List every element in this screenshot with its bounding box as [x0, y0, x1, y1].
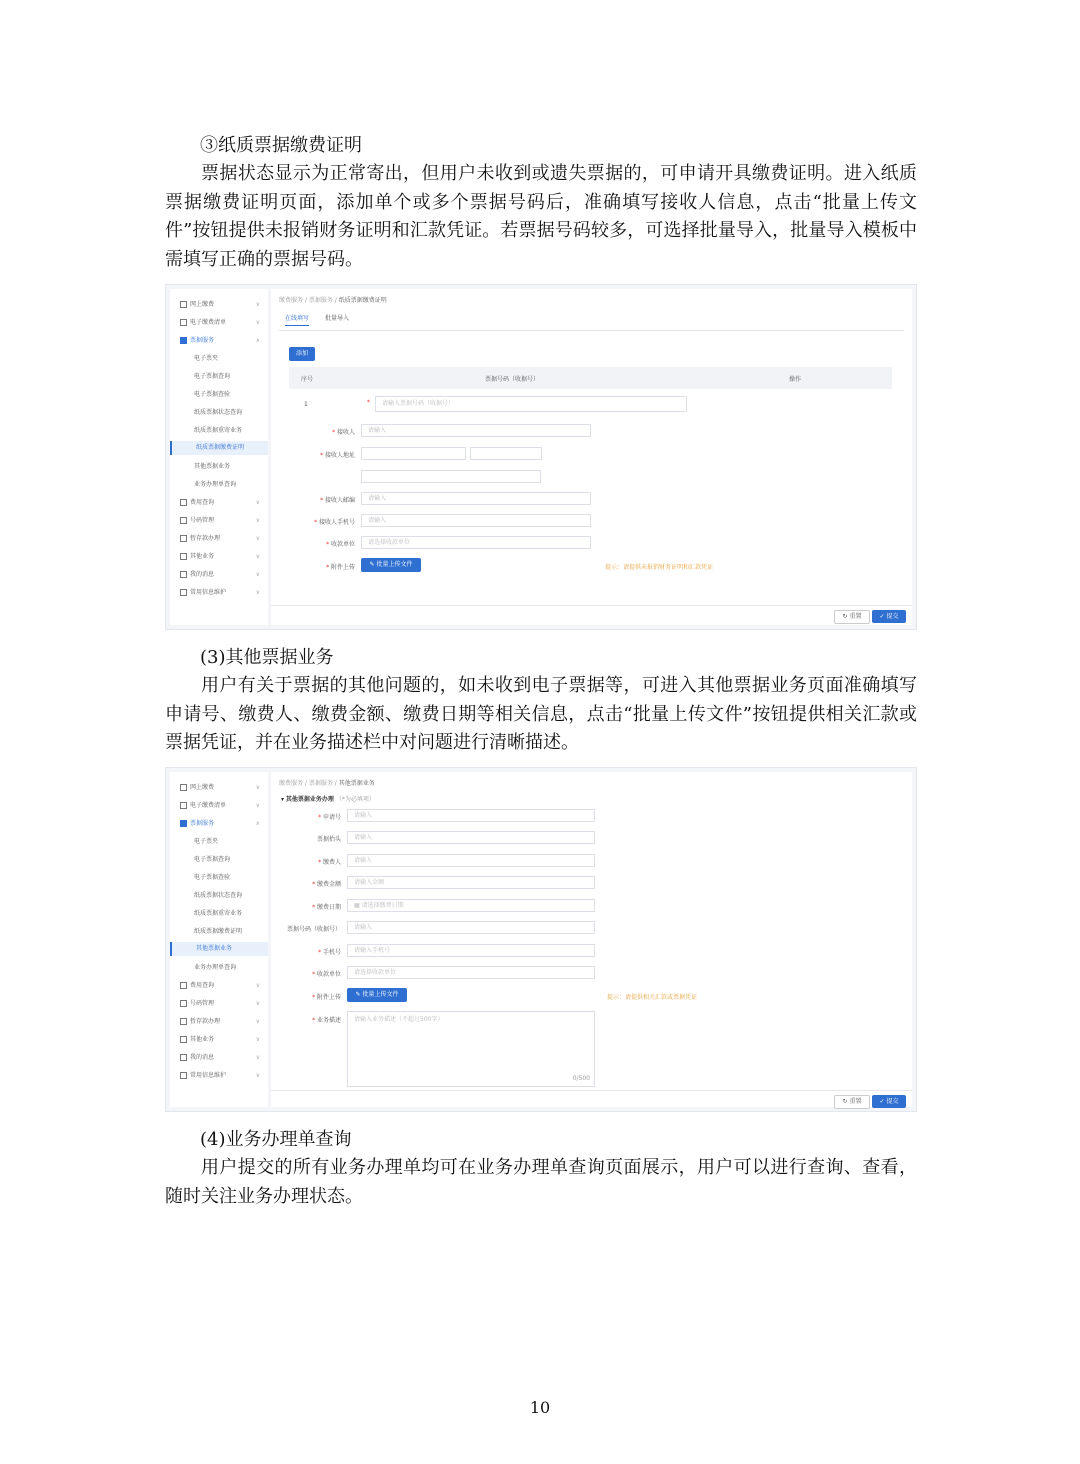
paragraph-order-query: 用户提交的所有业务办理单均可在业务办理单查询页面展示，用户可以进行查询、查看，随时关注业务办理状态。 — [165, 1157, 917, 1207]
search-icon — [180, 499, 187, 506]
reset-button[interactable]: ↻ 重置 — [834, 1095, 870, 1109]
chevron-down-icon: ∨ — [255, 1072, 260, 1079]
upload-tip: 提示：请提供相关汇款或票据凭证 — [607, 994, 698, 1001]
address-label: * 接收人地址 — [320, 452, 355, 459]
sidebar-item-order-query[interactable]: 业务办理单查询 — [194, 481, 237, 488]
attachment-label: * 附件上传 — [312, 994, 341, 1001]
sidebar-item-fee-query[interactable]: 费用查询 ∨ — [170, 979, 268, 993]
row-index: 1 — [304, 401, 308, 408]
sidebar-item-other-biz[interactable]: 其他业务 ∨ — [170, 550, 268, 564]
breadcrumb: 缴费服务 / 票据服务 / 其他票据业务 — [279, 780, 375, 787]
zipcode-label: * 接收人邮编 — [320, 497, 355, 504]
attachment-label: * 附件上传 — [326, 564, 355, 571]
payee-label: * 收款单位 — [326, 541, 355, 548]
chevron-down-icon: ∨ — [255, 553, 260, 560]
pay-date-input[interactable]: ▦ 请选择缴费日期 — [347, 899, 595, 912]
receiver-input[interactable]: 请输入 — [361, 424, 591, 437]
sidebar-item-messages[interactable]: 我的消息 ∨ — [170, 1051, 268, 1065]
sidebar-item-e-verify[interactable]: 电子票据查验 — [194, 391, 231, 398]
chevron-down-icon: ∨ — [255, 982, 260, 989]
deposit-icon — [180, 535, 187, 542]
sidebar-item-other-biz[interactable]: 其他业务 ∨ — [170, 1033, 268, 1047]
section-heading-other-bill: (3)其他票据业务 — [200, 647, 334, 668]
grid-icon — [180, 1036, 187, 1043]
screenshot-paper-proof — [165, 284, 917, 630]
batch-upload-button[interactable]: ✎ 批量上传文件 — [361, 558, 421, 572]
page-number: 10 — [529, 1398, 551, 1417]
batch-upload-button[interactable]: ✎ 批量上传文件 — [347, 988, 407, 1002]
sidebar-item-e-query[interactable]: 电子票据查询 — [194, 373, 231, 380]
description-label: * 业务描述 — [312, 1017, 341, 1024]
settings-icon — [180, 1072, 187, 1079]
sidebar-item-e-query[interactable]: 电子票据查询 — [194, 856, 231, 863]
sidebar-item-bill-service[interactable]: 票据服务 ∧ — [170, 817, 268, 831]
chevron-down-icon: ∨ — [255, 1018, 260, 1025]
city-select[interactable] — [470, 447, 542, 460]
bill-title-input[interactable]: 请输入 — [347, 831, 595, 844]
submit-button[interactable]: ✓ 提交 — [872, 610, 906, 623]
section-heading-order-query: (4)业务办理单查询 — [200, 1129, 352, 1150]
add-button[interactable]: 添加 — [289, 347, 315, 361]
sidebar-item-info-maint[interactable]: 常用信息维护 ∨ — [170, 586, 268, 600]
wallet-icon — [180, 301, 187, 308]
wallet-icon — [180, 784, 187, 791]
group-title: ▾ 其他票据业务办理 （*为必填项） — [281, 796, 375, 803]
paragraph-paper-proof: 票据状态显示为正常寄出，但用户未收到或遗失票据的，可申请开具缴费证明。进入纸质票据缴费证明页面，添加单个或多个票据号码后，准确填写接收人信息，点击“批量上传文件”按钮提供未报销财务证明和汇款凭证。若票据号码较多，可选择批量导入，批量导入模板中需填写正确的票据号码。 — [165, 163, 917, 270]
payer-input[interactable]: 请输入 — [347, 854, 595, 867]
sidebar — [170, 772, 268, 1107]
table-header: 序号 票据号码（收据号） 操作 — [289, 367, 892, 389]
char-count: 0/500 — [572, 1075, 590, 1082]
payer-label: * 缴费人 — [318, 859, 341, 866]
reset-button[interactable]: ↻ 重置 — [834, 610, 870, 624]
sidebar-item-fee-query[interactable]: 费用查询 ∨ — [170, 496, 268, 510]
chevron-down-icon: ∨ — [255, 802, 260, 809]
screenshot-other-bill — [165, 767, 917, 1112]
sidebar-item-e-wallet[interactable]: 电子票夹 — [194, 355, 219, 362]
phone-label: * 手机号 — [318, 949, 341, 956]
chevron-down-icon: ∨ — [255, 499, 260, 506]
phone-input[interactable]: 请输入手机号 — [347, 944, 595, 957]
bill-icon — [180, 820, 187, 827]
tab-batch-import[interactable]: 批量导入 — [324, 315, 349, 322]
message-icon — [180, 571, 187, 578]
chevron-down-icon: ∨ — [255, 301, 260, 308]
sidebar-item-order-query[interactable]: 业务办理单查询 — [194, 964, 237, 971]
deposit-icon — [180, 1018, 187, 1025]
tab-bar — [285, 313, 363, 327]
sidebar-item-other-bill[interactable]: 其他票据业务 — [170, 942, 268, 956]
sidebar-item-bill-service[interactable]: 票据服务 ∧ — [170, 334, 268, 348]
chevron-up-icon: ∧ — [255, 820, 260, 827]
description-textarea[interactable]: 请输入业务描述（不超过500字） 0/500 — [347, 1011, 595, 1087]
amount-input[interactable]: 请输入金额 — [347, 876, 595, 889]
grid-icon — [180, 553, 187, 560]
zipcode-input[interactable]: 请输入 — [361, 492, 591, 505]
chevron-down-icon: ∨ — [255, 571, 260, 578]
upload-tip: 提示：请提供未报销财务证明和汇款凭证 — [605, 564, 714, 571]
bill-no-input[interactable]: 请输入 — [347, 921, 595, 934]
payee-select[interactable]: 请选择收款单位 — [347, 966, 595, 979]
sidebar-item-messages[interactable]: 我的消息 ∨ — [170, 568, 268, 582]
chevron-down-icon: ∨ — [255, 1036, 260, 1043]
phone-label: * 接收人手机号 — [314, 519, 355, 526]
message-icon — [180, 1054, 187, 1061]
sidebar — [170, 289, 268, 625]
breadcrumb: 缴费服务 / 票据服务 / 纸质票据缴费证明 — [279, 297, 387, 304]
sidebar-item-paper-proof[interactable]: 纸质票据缴费证明 — [170, 441, 268, 455]
sidebar-item-other-bill[interactable]: 其他票据业务 — [194, 463, 231, 470]
chevron-down-icon: ∨ — [255, 1054, 260, 1061]
apply-no-label: * 申请号 — [318, 814, 341, 821]
sidebar-item-e-verify[interactable]: 电子票据查验 — [194, 874, 231, 881]
receiver-label: * 接收人 — [332, 429, 355, 436]
phone-input[interactable]: 请输入 — [361, 514, 591, 527]
sidebar-item-paper-status[interactable]: 纸质票据状态查询 — [194, 892, 243, 899]
amount-label: * 缴费金额 — [312, 881, 341, 888]
sidebar-item-paper-proof[interactable]: 纸质票据缴费证明 — [194, 928, 243, 935]
chevron-up-icon: ∧ — [255, 337, 260, 344]
calendar-icon: ▦ — [354, 902, 362, 909]
chevron-down-icon: ∨ — [255, 535, 260, 542]
submit-button[interactable]: ✓ 提交 — [872, 1095, 906, 1108]
sidebar-item-paper-resend[interactable]: 纸质票据重寄业务 — [194, 427, 243, 434]
apply-no-input[interactable]: 请输入 — [347, 809, 595, 822]
bill-number-input[interactable]: 请输入票据号码（收据号） — [375, 396, 687, 412]
list-icon — [180, 319, 187, 326]
bill-icon — [180, 337, 187, 344]
search-icon — [180, 982, 187, 989]
chevron-down-icon: ∨ — [255, 517, 260, 524]
main-panel — [271, 772, 912, 1107]
main-panel: 缴费服务 / 票据服务 / 纸质票据缴费证明 在线填写 批量导入 添加 序号 票据号码（收据号） 操作 1 * 请输入票据号码（收据号） * 接收人 请输入 * 接收人地址 * 接收人邮编 请输入 * 接收人手机号 请输入 * 收款单位 请选择收款单位 * 附件上传 ✎ 批量上传文件 提示：请提供未报销财务证明和汇款凭证 ↻ 重置 ✓ 提交 — [271, 289, 912, 625]
chevron-down-icon: ∨ — [255, 1000, 260, 1007]
number-icon — [180, 517, 187, 524]
sidebar-item-e-list[interactable]: 电子缴费清单 ∨ — [170, 799, 268, 813]
sidebar-item-paper-status[interactable]: 纸质票据状态查询 — [194, 409, 243, 416]
sidebar-item-deposit[interactable]: 暂存款办理 ∨ — [170, 532, 268, 546]
bill-no-label: 票据号码（收据号） — [286, 926, 341, 933]
sidebar-item-online-pay[interactable]: 网上缴费 ∨ — [170, 781, 268, 795]
chevron-down-icon: ∨ — [255, 589, 260, 596]
sidebar-item-e-wallet[interactable]: 电子票夹 — [194, 838, 219, 845]
chevron-down-icon: ∨ — [255, 784, 260, 791]
sidebar-item-paper-resend[interactable]: 纸质票据重寄业务 — [194, 910, 243, 917]
sidebar-item-number-mgmt[interactable]: 号码管理 ∨ — [170, 514, 268, 528]
province-select[interactable] — [361, 447, 466, 460]
sidebar-item-e-list[interactable]: 电子缴费清单 ∨ — [170, 316, 268, 330]
number-icon — [180, 1000, 187, 1007]
paragraph-other-bill: 用户有关于票据的其他问题的，如未收到电子票据等，可进入其他票据业务页面准确填写申请号、缴费人、缴费金额、缴费日期等相关信息，点击“批量上传文件”按钮提供相关汇款或票据凭证，并在业务描述栏中对问题进行清晰描述。 — [165, 675, 917, 753]
tab-online-fill[interactable]: 在线填写 — [285, 313, 309, 326]
sidebar-item-number-mgmt[interactable]: 号码管理 ∨ — [170, 997, 268, 1011]
list-icon — [180, 802, 187, 809]
bill-title-label: 票据抬头 — [316, 836, 341, 843]
sidebar-item-deposit[interactable]: 暂存款办理 ∨ — [170, 1015, 268, 1029]
sidebar-item-info-maint[interactable]: 常用信息维护 ∨ — [170, 1069, 268, 1083]
payee-label: * 收款单位 — [312, 971, 341, 978]
chevron-down-icon: ∨ — [255, 319, 260, 326]
pay-date-label: * 缴费日期 — [312, 904, 341, 911]
payee-select[interactable]: 请选择收款单位 — [361, 536, 591, 549]
settings-icon — [180, 589, 187, 596]
sidebar-item-online-pay[interactable]: 网上缴费 ∨ — [170, 298, 268, 312]
section-heading-paper-proof: ③纸质票据缴费证明 — [200, 135, 362, 156]
address-detail-input[interactable] — [361, 470, 541, 483]
